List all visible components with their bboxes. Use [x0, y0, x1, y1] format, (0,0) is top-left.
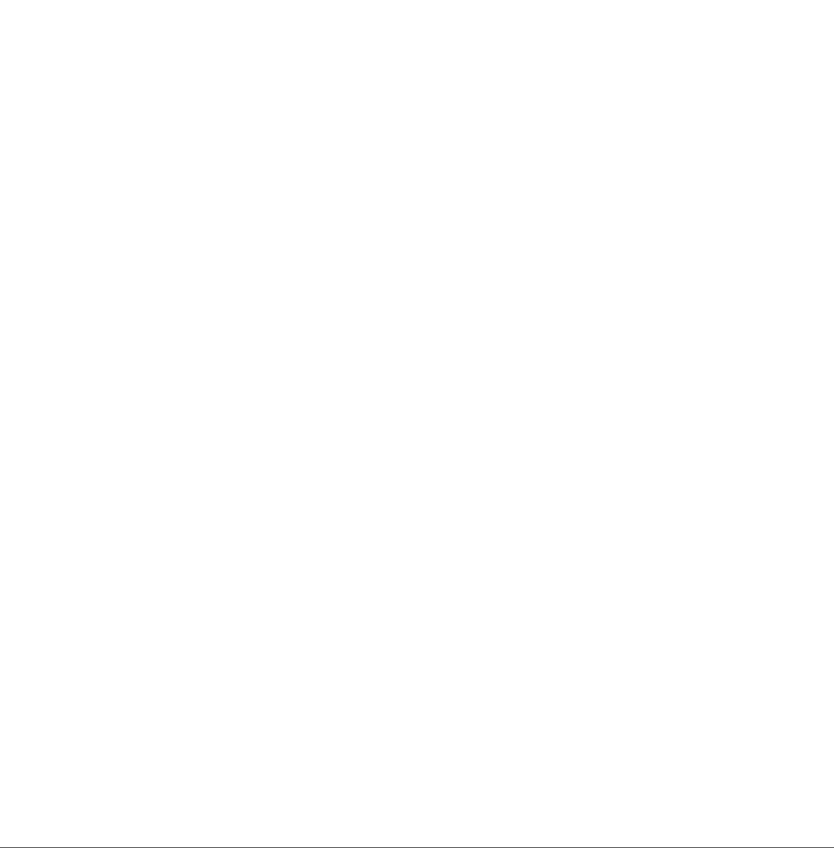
table-bottom-border [0, 847, 834, 848]
